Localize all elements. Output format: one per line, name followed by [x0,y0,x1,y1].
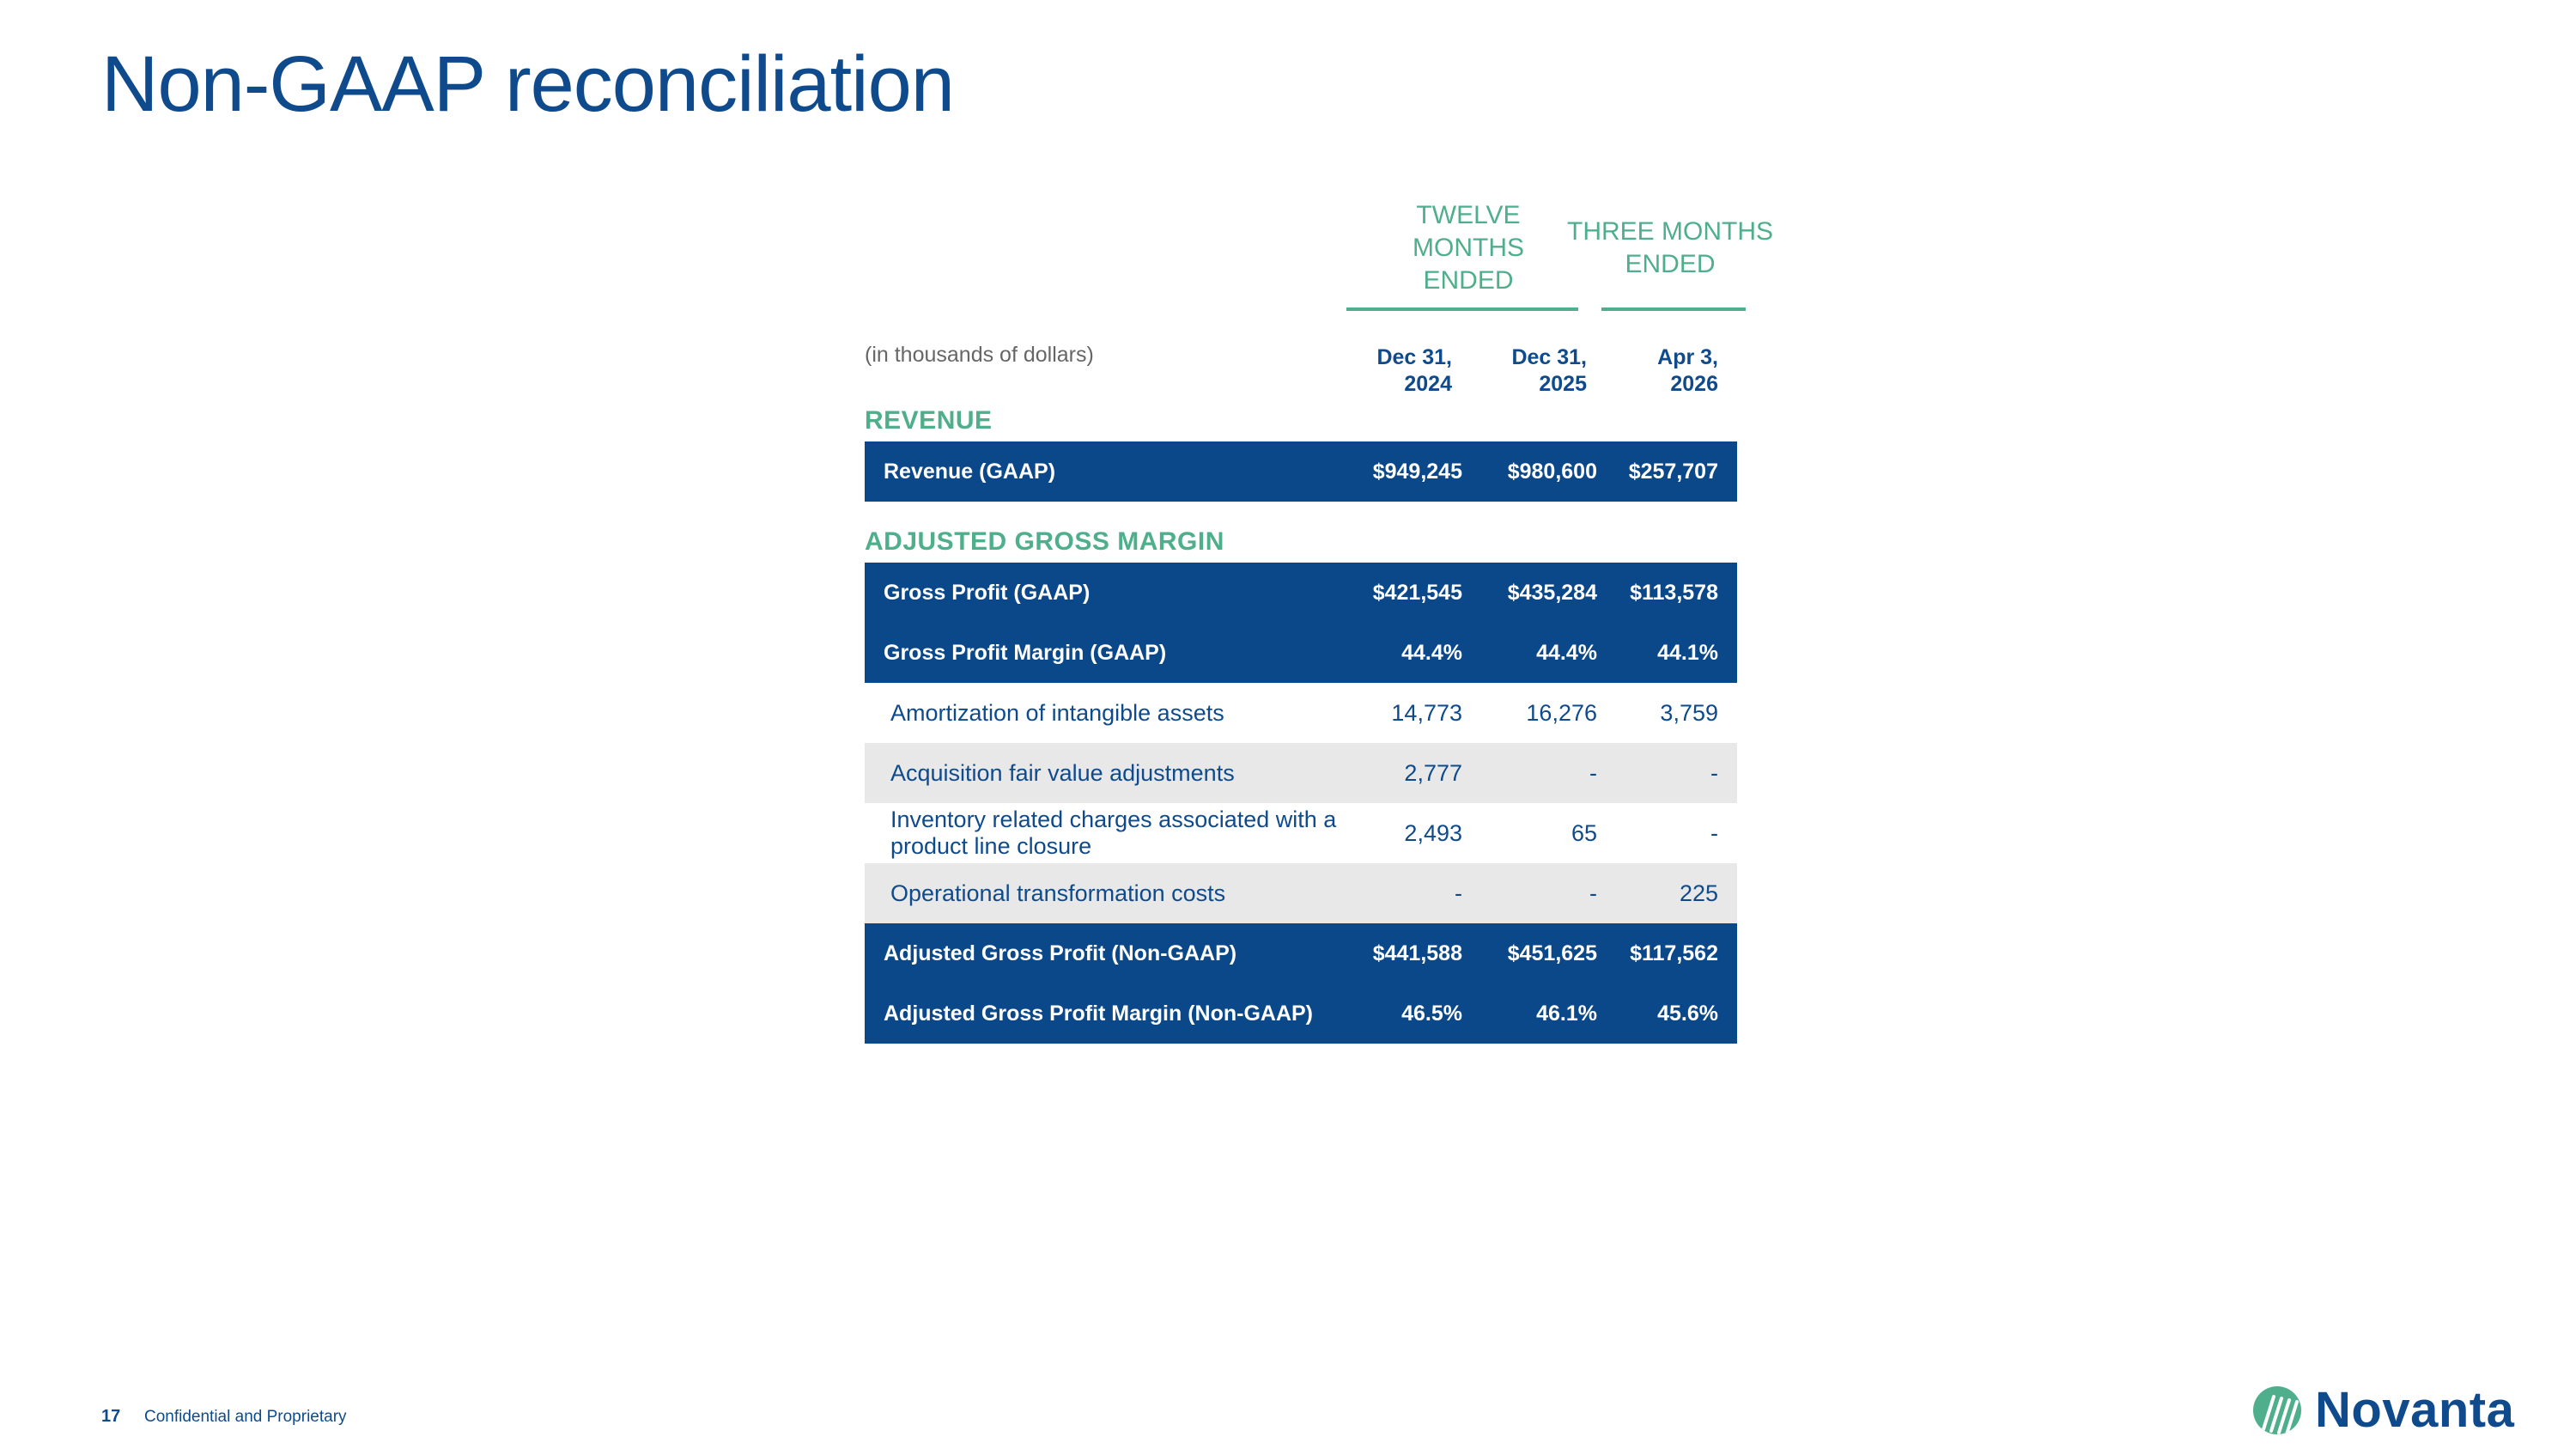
value-cell: 46.5% [1401,1001,1462,1026]
value-cell: - [1710,819,1718,846]
value-cell: $949,245 [1372,459,1462,484]
value-cell: - [1589,759,1597,786]
value-cell: 45.6% [1657,1001,1718,1026]
row-label: Inventory related charges associated with a product line closure [890,807,1337,859]
row-label: Amortization of intangible assets [890,699,1224,726]
table-row [865,743,1737,803]
value-cell: $435,284 [1507,580,1597,605]
table-row [865,803,1737,863]
value-cell: 44.4% [1401,640,1462,665]
value-cell: $421,545 [1372,580,1462,605]
value-cell: $113,578 [1630,580,1718,605]
row-label: Acquisition fair value adjustments [890,759,1235,786]
three-months-rule [1601,307,1746,311]
section-adjusted-gross-margin: ADJUSTED GROSS MARGIN [865,527,1224,556]
row-label: Operational transformation costs [890,880,1226,906]
twelve-months-rule [1346,307,1578,311]
table-row [865,563,1737,623]
value-cell: $117,562 [1630,941,1718,965]
value-cell: 16,276 [1526,699,1597,726]
units-note: (in thousands of dollars) [865,343,1094,367]
section-revenue: REVENUE [865,406,993,435]
table-row [865,441,1737,502]
value-cell: $441,588 [1372,941,1462,965]
novanta-mark-icon [2251,1385,2303,1436]
value-cell: $980,600 [1507,459,1597,484]
value-cell: 46.1% [1536,1001,1597,1026]
value-cell: 44.4% [1536,640,1597,665]
table-row [865,923,1737,983]
value-cell: - [1455,880,1462,906]
value-cell: - [1589,880,1597,906]
value-cell: 2,777 [1404,759,1462,786]
twelve-months-header: TWELVE MONTHS ENDED [1413,201,1524,295]
table-row [865,623,1737,683]
value-cell: 44.1% [1657,640,1718,665]
page-title: Non-GAAP reconciliation [101,40,954,128]
table-row [865,863,1737,923]
table-row [865,683,1737,743]
row-label: Revenue (GAAP) [884,459,1056,484]
value-cell: 2,493 [1404,819,1462,846]
confidential-note: Confidential and Proprietary [144,1408,347,1426]
row-label: Gross Profit Margin (GAAP) [884,640,1167,665]
value-cell: - [1710,759,1718,786]
value-cell: 14,773 [1391,699,1462,726]
row-label: Gross Profit (GAAP) [884,580,1091,605]
row-label: Adjusted Gross Profit Margin (Non-GAAP) [884,1001,1313,1026]
table-row [865,983,1737,1044]
value-cell: 65 [1571,819,1597,846]
novanta-logo [2251,1381,2514,1439]
value-cell: 3,759 [1660,699,1718,726]
three-months-header: THREE MONTHS ENDED [1567,217,1773,278]
value-cell: $451,625 [1507,941,1597,965]
value-cell: 225 [1679,880,1718,906]
page-number: 17 [101,1407,121,1426]
value-cell: $257,707 [1628,459,1718,484]
brand-name: Novanta [2315,1382,2515,1438]
row-label: Adjusted Gross Profit (Non-GAAP) [884,941,1237,965]
column-header-dec-2024: Dec 31, 2024 [1376,345,1452,396]
column-header-dec-2025: Dec 31, 2025 [1511,345,1587,396]
column-header-apr-2026: Apr 3, 2026 [1657,345,1718,396]
